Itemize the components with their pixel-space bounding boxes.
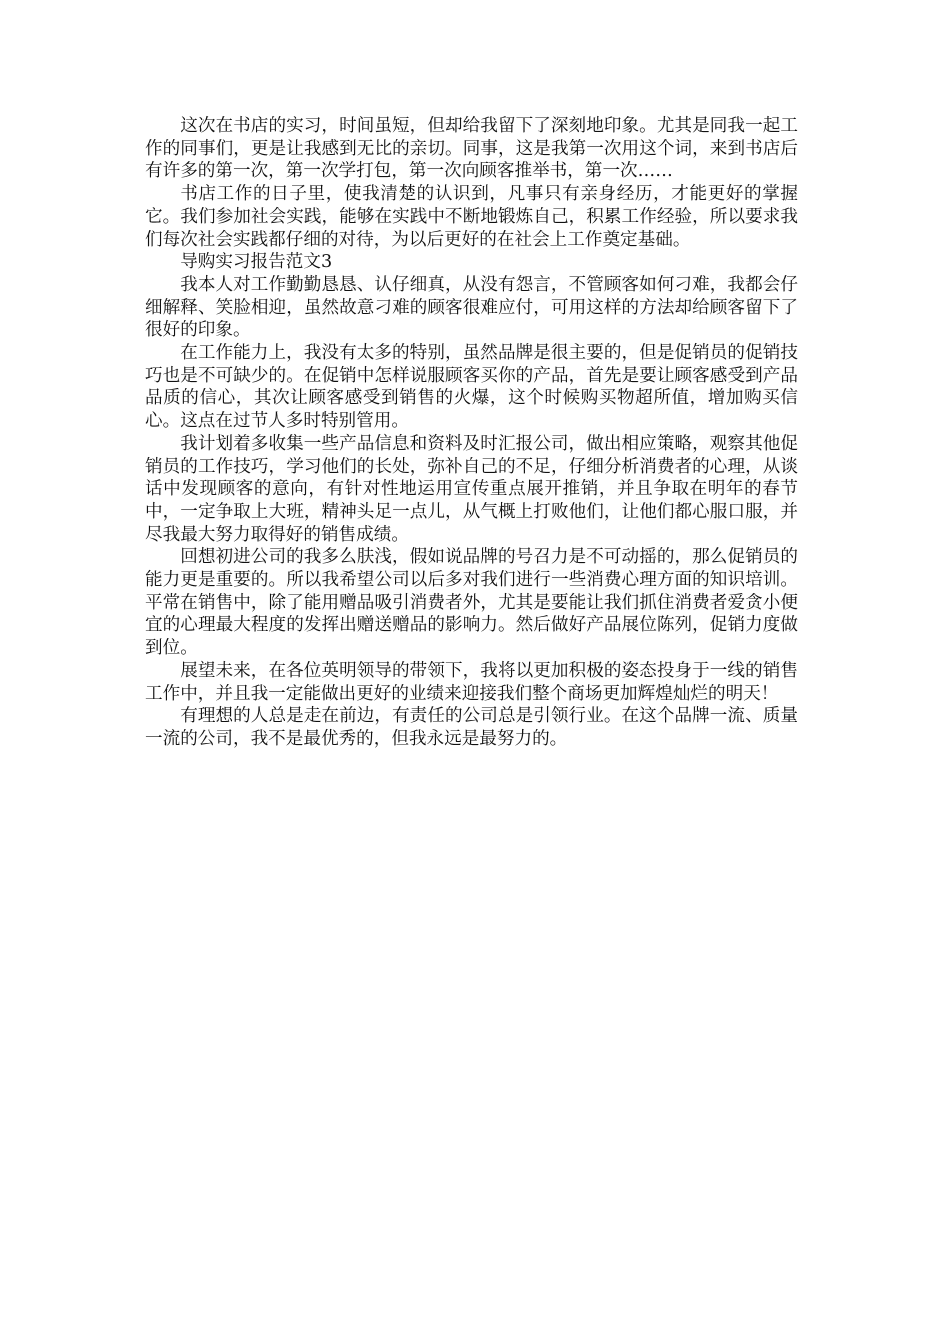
paragraph-work-ability: 在工作能力上，我没有太多的特别，虽然品牌是很主要的，但是促销员的促销技巧也是不可缺少的。在促销中怎样说服顾客买你的产品，首先是要让顾客感受到产品品质的信心，其次让顾客感受到销售的火爆，这个时候购买物超所值，增加购买信心。这点在过节人多时特别管用。 (145, 343, 798, 432)
paragraph-future-plan: 我计划着多收集一些产品信息和资料及时汇报公司，做出相应策略，观察其他促销员的工作技巧，学习他们的长处，弥补自己的不足，仔细分析消费者的心理，从谈话中发现顾客的意向，有针对性地运用宣传重点展开推销，并且争取在明年的春节中，一定争取上大班，精神头足一点儿，从气概上打败他们，让他们都心服口服，并尽我最大努力取得好的销售成绩。 (145, 433, 798, 545)
section-heading: 导购实习报告范文3 (180, 252, 333, 273)
paragraph-closing: 有理想的人总是走在前边，有责任的公司总是引领行业。在这个品牌一流、质量一流的公司，我不是最优秀的，但我永远是最努力的。 (145, 706, 798, 749)
paragraph-reflection: 回想初进公司的我多么肤浅，假如说品牌的号召力是不可动摇的，那么促销员的能力更是重要的。所以我希望公司以后多对我们进行一些消费心理方面的知识培训。平常在销售中，除了能用赠品吸引消费者外，尤其是要能让我们抓住消费者爱贪小便宜的心理最大程度的发挥出赠送赠品的影响力。然后做好产品展位陈列，促销力度做到位。 (145, 547, 798, 659)
paragraph-bookstore-work-days: 书店工作的日子里，使我清楚的认识到，凡事只有亲身经历，才能更好的掌握它。我们参加社会实践，能够在实践中不断地锻炼自己，积累工作经验，所以要求我们每次社会实践都仔细的对待，为以后更好的在社会上工作奠定基础。 (145, 184, 798, 250)
paragraph-bookstore-internship: 这次在书店的实习，时间虽短，但却给我留下了深刻地印象。尤其是同我一起工作的同事们，更是让我感到无比的亲切。同事，这是我第一次用这个词，来到书店后有许多的第一次，第一次学打包，第一次向顾客推举书，第一次…… (145, 116, 798, 182)
document-body (145, 115, 798, 751)
paragraph-outlook: 展望未来，在各位英明领导的带领下，我将以更加积极的姿态投身于一线的销售工作中，并且我一定能做出更好的业绩来迎接我们整个商场更加辉煌灿烂的明天！ (145, 660, 798, 704)
paragraph-work-attitude: 我本人对工作勤勤恳恳、认仔细真，从没有怨言，不管顾客如何刁难，我都会仔细解释、笑脸相迎，虽然故意刁难的顾客很难应付，可用这样的方法却给顾客留下了很好的印象。 (145, 274, 798, 341)
